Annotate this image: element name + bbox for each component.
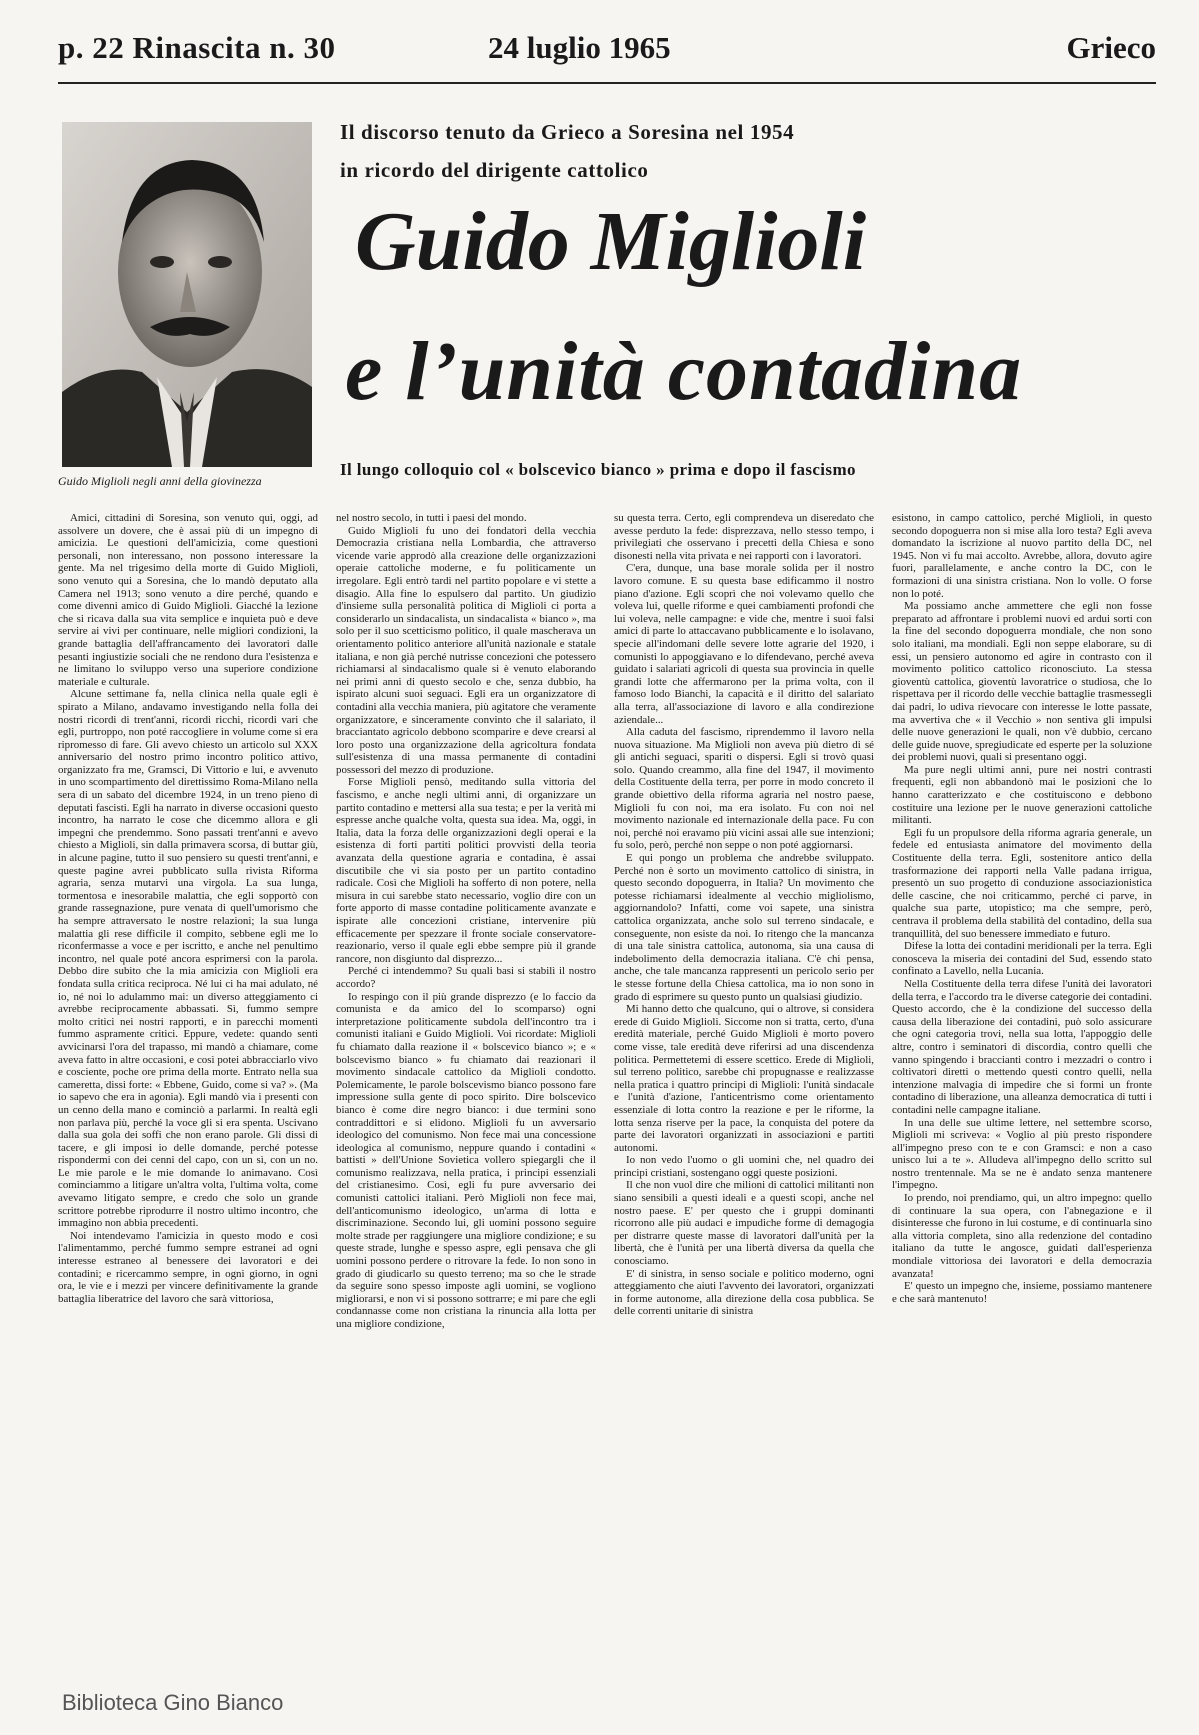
paragraph: Alla caduta del fascismo, riprendemmo il lavoro nella nuova situazione. Ma Miglioli non aveva più dietro di sé gli antichi seguaci, spariti o dispersi. Egli si trovò quasi solo. Quando creammo, alla fine del 1947, il movimento della Costituente della terra, per porre in modo concreto il grande obiettivo della riforma agraria nel nostro paese, Miglioli fu con noi, ma era isolato. Fu con noi nel movimento nazionale ed internazionale della pace. Fu con noi, perché noi eravamo più vicini assai alle sue intenzioni; fu solo, però, perché non seppe o non poté aggiornarsi. bbox=[614, 726, 874, 852]
paragraph: Ma pure negli ultimi anni, pure nei nostri contrasti frequenti, egli non abbandonò mai le posizioni che lo hanno caratterizzato e che costituiscono e debbono costituire una lezione per le nuove generazioni cattoliche militanti. bbox=[892, 763, 1152, 827]
kicker-line-1: Il discorso tenuto da Grieco a Soresina nel 1954 bbox=[340, 120, 795, 144]
article-kicker bbox=[340, 113, 1040, 189]
paragraph: Io non vedo l'uomo o gli uomini che, nel quadro dei principi cristiani, sostengano oggi queste posizioni. bbox=[614, 1154, 874, 1179]
portrait-photo bbox=[62, 122, 312, 467]
text-column-4 bbox=[892, 512, 1152, 1672]
paragraph: E' di sinistra, in senso sociale e politico moderno, ogni atteggiamento che aiuti l'avvento dei lavoratori, organizzati in forme autonome, alla direzione della cosa pubblica. Se delle correnti unitarie di sinistra bbox=[614, 1267, 874, 1318]
paragraph: nel nostro secolo, in tutti i paesi del mondo. bbox=[336, 512, 527, 524]
paragraph: C'era, dunque, una base morale solida per il nostro lavoro comune. E su questa base edificammo il nostro piano d'azione. Egli scoprì che noi volevamo quello che voleva lui, quelle riforme e quei cambiamenti profondi che lui voleva, nelle campagne: e vide che, mentre i suoi falsi amici di parte lo attaccavano pubblicamente e lo isolavano, specie all'indomani delle severe lotte agrarie del 1920, i comunisti lo appoggiavano e lo difendevano, perché aveva guidato i salariati agricoli di questa sua provincia in quelle grandi lotte che affermarono per la prima volta, con il famoso lodo Bianchi, la capacità e il diritto del salariato alla terra, all'associazione di lavoro e alla condirezione aziendale... bbox=[614, 562, 874, 726]
page-reference: p. 22 Rinascita n. 30 bbox=[58, 30, 336, 65]
article-subtitle: Il lungo colloquio col « bolscevico bianco » prima e dopo il fascismo bbox=[340, 460, 856, 479]
paragraph: E' questo un impegno che, insieme, possiamo mantenere e che sarà mantenuto! bbox=[892, 1280, 1152, 1305]
article-title-line-1: Guido Miglioli bbox=[355, 195, 867, 288]
paragraph: Mi hanno detto che qualcuno, qui o altrove, si considera erede di Guido Miglioli. Siccome non si tratta, certo, d'una eredità materiale, perché Guido Miglioli è morto povero come visse, tale eredità deve riferirsi ad una discendenza politica. Permettetemi di essere scettico. Erede di Miglioli, sul terreno politico, sarebbe chi propugnasse e realizzasse nella pratica i quattro principi di Miglioli: l'unità sindacale e l'unità d'azione, l'anticentrismo come orientamento essenziale di lotta contro la reazione e per le riforme, la lotta senza riserve per la pace, la conquista del potere da parte dei lavoratori organizzati in associazioni e partiti autonomi. bbox=[614, 1003, 874, 1154]
kicker-line-2: in ricordo del dirigente cattolico bbox=[340, 158, 649, 182]
paragraph: Perché ci intendemmo? Su quali basi si stabilì il nostro accordo? bbox=[336, 965, 596, 990]
paragraph: Forse Miglioli pensò, meditando sulla vittoria del fascismo, e anche negli ultimi anni, di organizzare un partito contadino e mettersi alla sua testa; e per la verità mi espresse anche qualche volta, questa sua idea. Ma, oggi, in Italia, data la forza delle organizzazioni degli operai e la esistenza di forti partiti politici provvisti della teoria avanzata della questione agraria e contadina, è assai discutibile che vi sia posto per un partito contadino radicale. Così che Miglioli ha sofferto di non potere, nella misura in cui sarebbe stato necessario, voglio dire con un forte apporto di masse contadine politicamente avanzate e ispirate alle concezioni cristiane, intervenire più efficacemente per spezzare il fronte sociale conservatore-reazionario, verso il quale egli ebbe sempre più il grande rancore, non disgiunto dal disprezzo... bbox=[336, 776, 596, 965]
paragraph: In una delle sue ultime lettere, nel settembre scorso, Miglioli mi scriveva: « Voglio al più presto rispondere all'impegno preso con te e con Gramsci: e non a caso unisco lui a te ». Alludeva all'impegno dello scritto sul nostro trentennale. Ma se ne è andato senza mantenere l'impegno. bbox=[892, 1116, 1152, 1192]
paragraph: Alcune settimane fa, nella clinica nella quale egli è spirato a Milano, andavamo investigando nella folla dei nostri ricordi di trent'anni, ricordi ricchi, ricordi vari che egli, purtroppo, non poté raccogliere in volume come si era ripromesso di fare. Gli avevo chiesto un articolo sul XXX anniversario del nostro primo incontro politico attivo, organizzato fra me, Gramsci, Di Vittorio e lui, e avvenuto in uno scompartimento del direttissimo Roma-Milano nella sera di un sabato del dicembre 1924, in un treno pieno di deputati fascisti. Egli ha narrato in diverse occasioni questo incontro, ha narrato le cose che dicemmo allora e gli impegni che prendemmo. Sono passati trent'anni e avevo chiesto a Miglioli, sin dalla primavera scorsa, di buttar giù, in alcune pagine, tutto il suo pensiero su questi trent'anni, e queste pagine avrei pubblicato sulla rivista Riforma agraria, senza mutarvi una virgola. La sua lunga, tormentosa e inesorabile malattia, che egli sopportò con grande rassegnazione, pure venata di quell'umorismo che ha sempre attraversato le nostre relazioni; la sua lunga malattia gli rese difficile il compito, sebbene egli me lo riconfermasse a voce e per iscritto, e anche nel penultimo incontro, nel quale poté ancora esprimersi con la parola. Debbo dire subito che la mia amicizia con Miglioli era fondata sulla critica reciproca. Né lui ci ha mai adulato, né io, né noi lo adulammo mai: un diverso atteggiamento ci avrebbe reciprocamente abbassati. Sì, fummo sempre molto critici nei nostri rapporti, e in parecchi momenti fummo aspramente critici. Eppure, vedete: quando senti avvicinarsi l'ora del trapasso, mi mandò a chiamare, come aveva fatto in altre occasioni, e così potei abbracciarlo vivo e cosciente, poche ore prima della morte. Entrato nella sua cameretta, dissi forte: « Ebbene, Guido, come si va? ». (Ma io sapevo che era in agonia). Egli mandò via i presenti con un cenno della mano e cominciò a parlarmi. In realtà egli non parlava più, perché la voce gli si era spenta. Uscivano dalla sua gola dei soffi che non erano parole. Gli dissi di tacere, e gli imposi io delle domande, perché potesse rispondermi con dei cenni del capo, con un sì, con un no. Le mie parole e le mie domande lo animavano. Così cominciammo a litigare un'altra volta, l'ultima volta, come avevamo litigato sempre, e credo che solo un grande scrittore potrebbe riprodurre il nostro ultimo incontro, che immagino non abbia precedenti. bbox=[58, 688, 318, 1230]
paragraph: Io prendo, noi prendiamo, qui, un altro impegno: quello di continuare la sua opera, con l'abnegazione e il disinteresse che furono in lui costume, e di continuarla sino alla vittoria completa, sino alla redenzione del contadino italiano da tutte le angosce, guidati dall'esperienza mondiale vittoriosa dei lavoratori e della democrazia avanzata! bbox=[892, 1192, 1152, 1280]
paragraph: Io respingo con il più grande disprezzo (e lo faccio da comunista e da amico del lo scomparso) ogni interpretazione politicamente subdola dell'incontro tra i comunisti italiani e Guido Miglioli. Voi ricordate: Miglioli fu chiamato dalla reazione il « bolscevico bianco »; e « bolscevismo bianco » fu chiamato dai reazionari il movimento sindacale cattolico da Miglioli condotto. Polemicamente, le parole bolscevismo bianco possono fare impressione sulla gente di poco spirito. Dire bolscevico bianco è come dire negro bianco: i due termini sono contraddittori e si elidono. Miglioli fu un avversario ideologico del comunismo. Non fece mai una concessione ideologica al comunismo, neppure quando i contadini « battisti » dell'Unione Sovietica vollero spiegargli che il comunismo realizzava, nella pratica, i principi essenziali del cristianesimo. Così, egli fu pure avversario dei comunisti cattolici italiani. Però Miglioli non fece mai, dell'anticomunismo ideologico, un'arma di lotta e discriminazione. Secondo lui, gli uomini possono seguire molte strade per raggiungere una migliore condizione; e su queste strade, lunghe e spesso aspre, egli pensava che gli uomini possono perdere o ritrovare la fede. Io non sono in grado di giudicarlo su questo terreno; ma so che le strade da seguire sono spesso imposte agli uomini, se vogliono migliorarsi, e non vi si possono sottrarre; e mi pare che egli condannasse come non cristiana la rinuncia alla lotta per una migliore condizione, bbox=[336, 990, 596, 1330]
photo-caption: Guido Miglioli negli anni della giovinezza bbox=[58, 474, 262, 488]
issue-date: 24 luglio 1965 bbox=[488, 30, 671, 65]
text-column-1 bbox=[58, 512, 318, 1672]
paragraph: Il che non vuol dire che milioni di cattolici militanti non siano sensibili a questi ideali e a questi scopi, anche nel nostro paese. E' per questo che i gruppi dominanti ricorrono alle più audaci e impudiche forme di demagogia per distrarre queste masse di lavoratori dall'unità per la libertà, che è l'unità per una libertà diversa da quella che conosciamo. bbox=[614, 1179, 874, 1268]
paragraph: E qui pongo un problema che andrebbe sviluppato. Perché non è sorto un movimento cattolico di sinistra, in questo secondo dopoguerra, in Italia? Un movimento che potesse richiamarsi idealmente al vecchio migliolismo, aggiornandolo? Infatti, come voi sapete, una sinistra cattolica organizzata, anche solo sul terreno sindacale, e conseguente, non esiste da noi. Io ritengo che la mancanza di una tale sinistra cattolica, autonoma, sia una causa di indebolimento della democrazia italiana. C'è chi pensa, anche, che tale mancanza rappresenti un pericolo serio per le stesse fortune della Chiesa cattolica, ma io non sono in grado di esprimere su questo punto un qualsiasi giudizio. bbox=[614, 852, 874, 1003]
page-header bbox=[58, 30, 1156, 84]
text-column-2 bbox=[336, 512, 596, 1672]
paragraph: esistono, in campo cattolico, perché Miglioli, in questo secondo dopoguerra non si mise alla loro testa? Egli aveva domandato la iscrizione al nuovo partito della DC, nel 1945. Non vi fu mai accolto. Avrebbe, allora, dovuto agire fuori, parallelamente, e anche contro la DC, con le formazioni di una sinistra cristiana. Non lo volle. O forse non lo poté. bbox=[892, 512, 1152, 600]
paragraph: Amici, cittadini di Soresina, son venuto qui, oggi, ad assolvere un dovere, che è assai più di un impegno di amicizia. Le questioni dell'amicizia, come questioni personali, non interessano, non possono interessare la gente. Ma nel trigesimo della morte di Guido Miglioli, sono venuto qui a Soresina, che lo mandò deputato alla Camera nel 1913; sono venuto a dire perché, quando e come divenni amico di Guido Miglioli. Giacché la lezione che si ricava dalla sua vita semplice e inquieta può e deve servire ai vivi per continuare, nelle migliori condizioni, la grande battaglia dell'affrancamento dei lavoratori dalle pesanti ingiustizie sociali che ne rendono dura l'esistenza e ne limitano lo sviluppo verso una superiore condizione materiale e culturale. bbox=[58, 512, 318, 688]
paragraph: Noi intendevamo l'amicizia in questo modo e così l'alimentammo, perché fummo sempre estranei ad ogni interesse estraneo al benessere dei lavoratori e dei contadini; e ricercammo sempre, in ogni giorno, in ogni ora, le vie e i mezzi per vincere definitivamente la grande battaglia liberatrice del lavoro che sarà vittoriosa, bbox=[58, 1229, 318, 1305]
library-watermark: Biblioteca Gino Bianco bbox=[62, 1690, 284, 1715]
paragraph: Egli fu un propulsore della riforma agraria generale, un fedele ed entusiasta animatore del movimento della Costituente della terra. Egli, sostenitore antico della trasformazione dei rapporti nella Valle padana irrigua, presentò un suo progetto di conduzione associazionistica delle cascine, che noi criticammo, perché ci parve, in qualche sua parte, utopistico; ma che sempre, però, centrava il problema della stabilità del contadino, della sua tranquillità, del suo benessere immediato e futuro. bbox=[892, 826, 1152, 940]
text-column-3 bbox=[614, 512, 874, 1672]
article-title-line-2: e l’unità contadina bbox=[345, 325, 1023, 418]
paragraph: su questa terra. Certo, egli comprendeva un diseredato che avesse perduto la fede: disprezzava, nello stesso tempo, i privilegiati che osservano i precetti della Chiesa e sono disonesti nella vita privata e nei rapporti con i lavoratori. bbox=[614, 512, 874, 562]
section-name: Grieco bbox=[1066, 30, 1156, 65]
paragraph: Ma possiamo anche ammettere che egli non fosse preparato ad affrontare i problemi nuovi ed ardui sorti con la fine del secondo dopoguerra mondiale, che non sono solo italiani, ma mondiali. Egli non seppe elaborare, su di essi, un pensiero autonomo ed agire in contrasto con il movimento politico cattolico riconosciuto. La stessa gioventù cattolica, gioventù lavoratrice o studiosa, che lo rispettava per il ricordo delle vecchie battaglie trasmessegli dai padri, lo udiva rievocare con interesse le lotte passate, ma avvertiva che « il Vecchio » non sentiva gli impulsi delle nuove generazioni le quali, non v'è dubbio, cercano delle guide nuove, spregiudicate ed esperte per la soluzione dei problemi nuovi, quali si presentano oggi. bbox=[892, 600, 1152, 764]
paragraph: Difese la lotta dei contadini meridionali per la terra. Egli conosceva la miseria dei contadini del Sud, essendo stato confinato a Lavello, nella Lucania. bbox=[892, 940, 1152, 978]
paragraph: Nella Costituente della terra difese l'unità dei lavoratori della terra, e l'accordo tra le diverse categorie dei contadini. Questo accordo, che è la condizione del successo della causa della liberazione dei contadini, può solo assicurare che ogni categoria trovi, nella sua lotta, l'appoggio delle altre, contro i seminatori di discordia, contro quelli che vanno spingendo i braccianti contro i mezzadri o contro i coltivatori diretti o mettendo questi contro quelli, nella intenzione malvagia di impedire che si formi un fronte contadino di liberazione, una alleanza democratica di tutti i contadini nelle campagne italiane. bbox=[892, 977, 1152, 1116]
portrait-image bbox=[62, 122, 312, 467]
paragraph: Guido Miglioli fu uno dei fondatori della vecchia Democrazia cristiana nella Lombardia, che attraverso vicende varie approdò alla creazione delle organizzazioni operaie cattoliche moderne, e fu politicamente un irregolare. Egli entrò tardi nel partito popolare e vi stette a disagio. Alla fine lo espulsero dal partito. Un giudizio d'insieme sulla personalità politica di Miglioli ci porta a considerarlo un sindacalista, un sindacalista « bianco », ma solo per il suo scetticismo politico, il quale mascherava un orientamento politico anteriore all'unità nazionale e statale italiana, e non già perché nutrisse concezioni che potessero richiamarsi al sindacalismo quale si è venuto elaborando nei primi anni di questo secolo e che, senza dubbio, ha ispirato alcuni suoi seguaci. Egli era un organizzatore di contadini alla vecchia maniera, più agitatore che veramente organizzatore, e sinceramente convinto che il salariato, il bracciantato agricolo debbono scomparire e deve crearsi al loro posto una organizzazione della agricoltura fondata sull'esistenza di una massa permanente di contadini possessori del mezzo di produzione. bbox=[336, 524, 596, 776]
